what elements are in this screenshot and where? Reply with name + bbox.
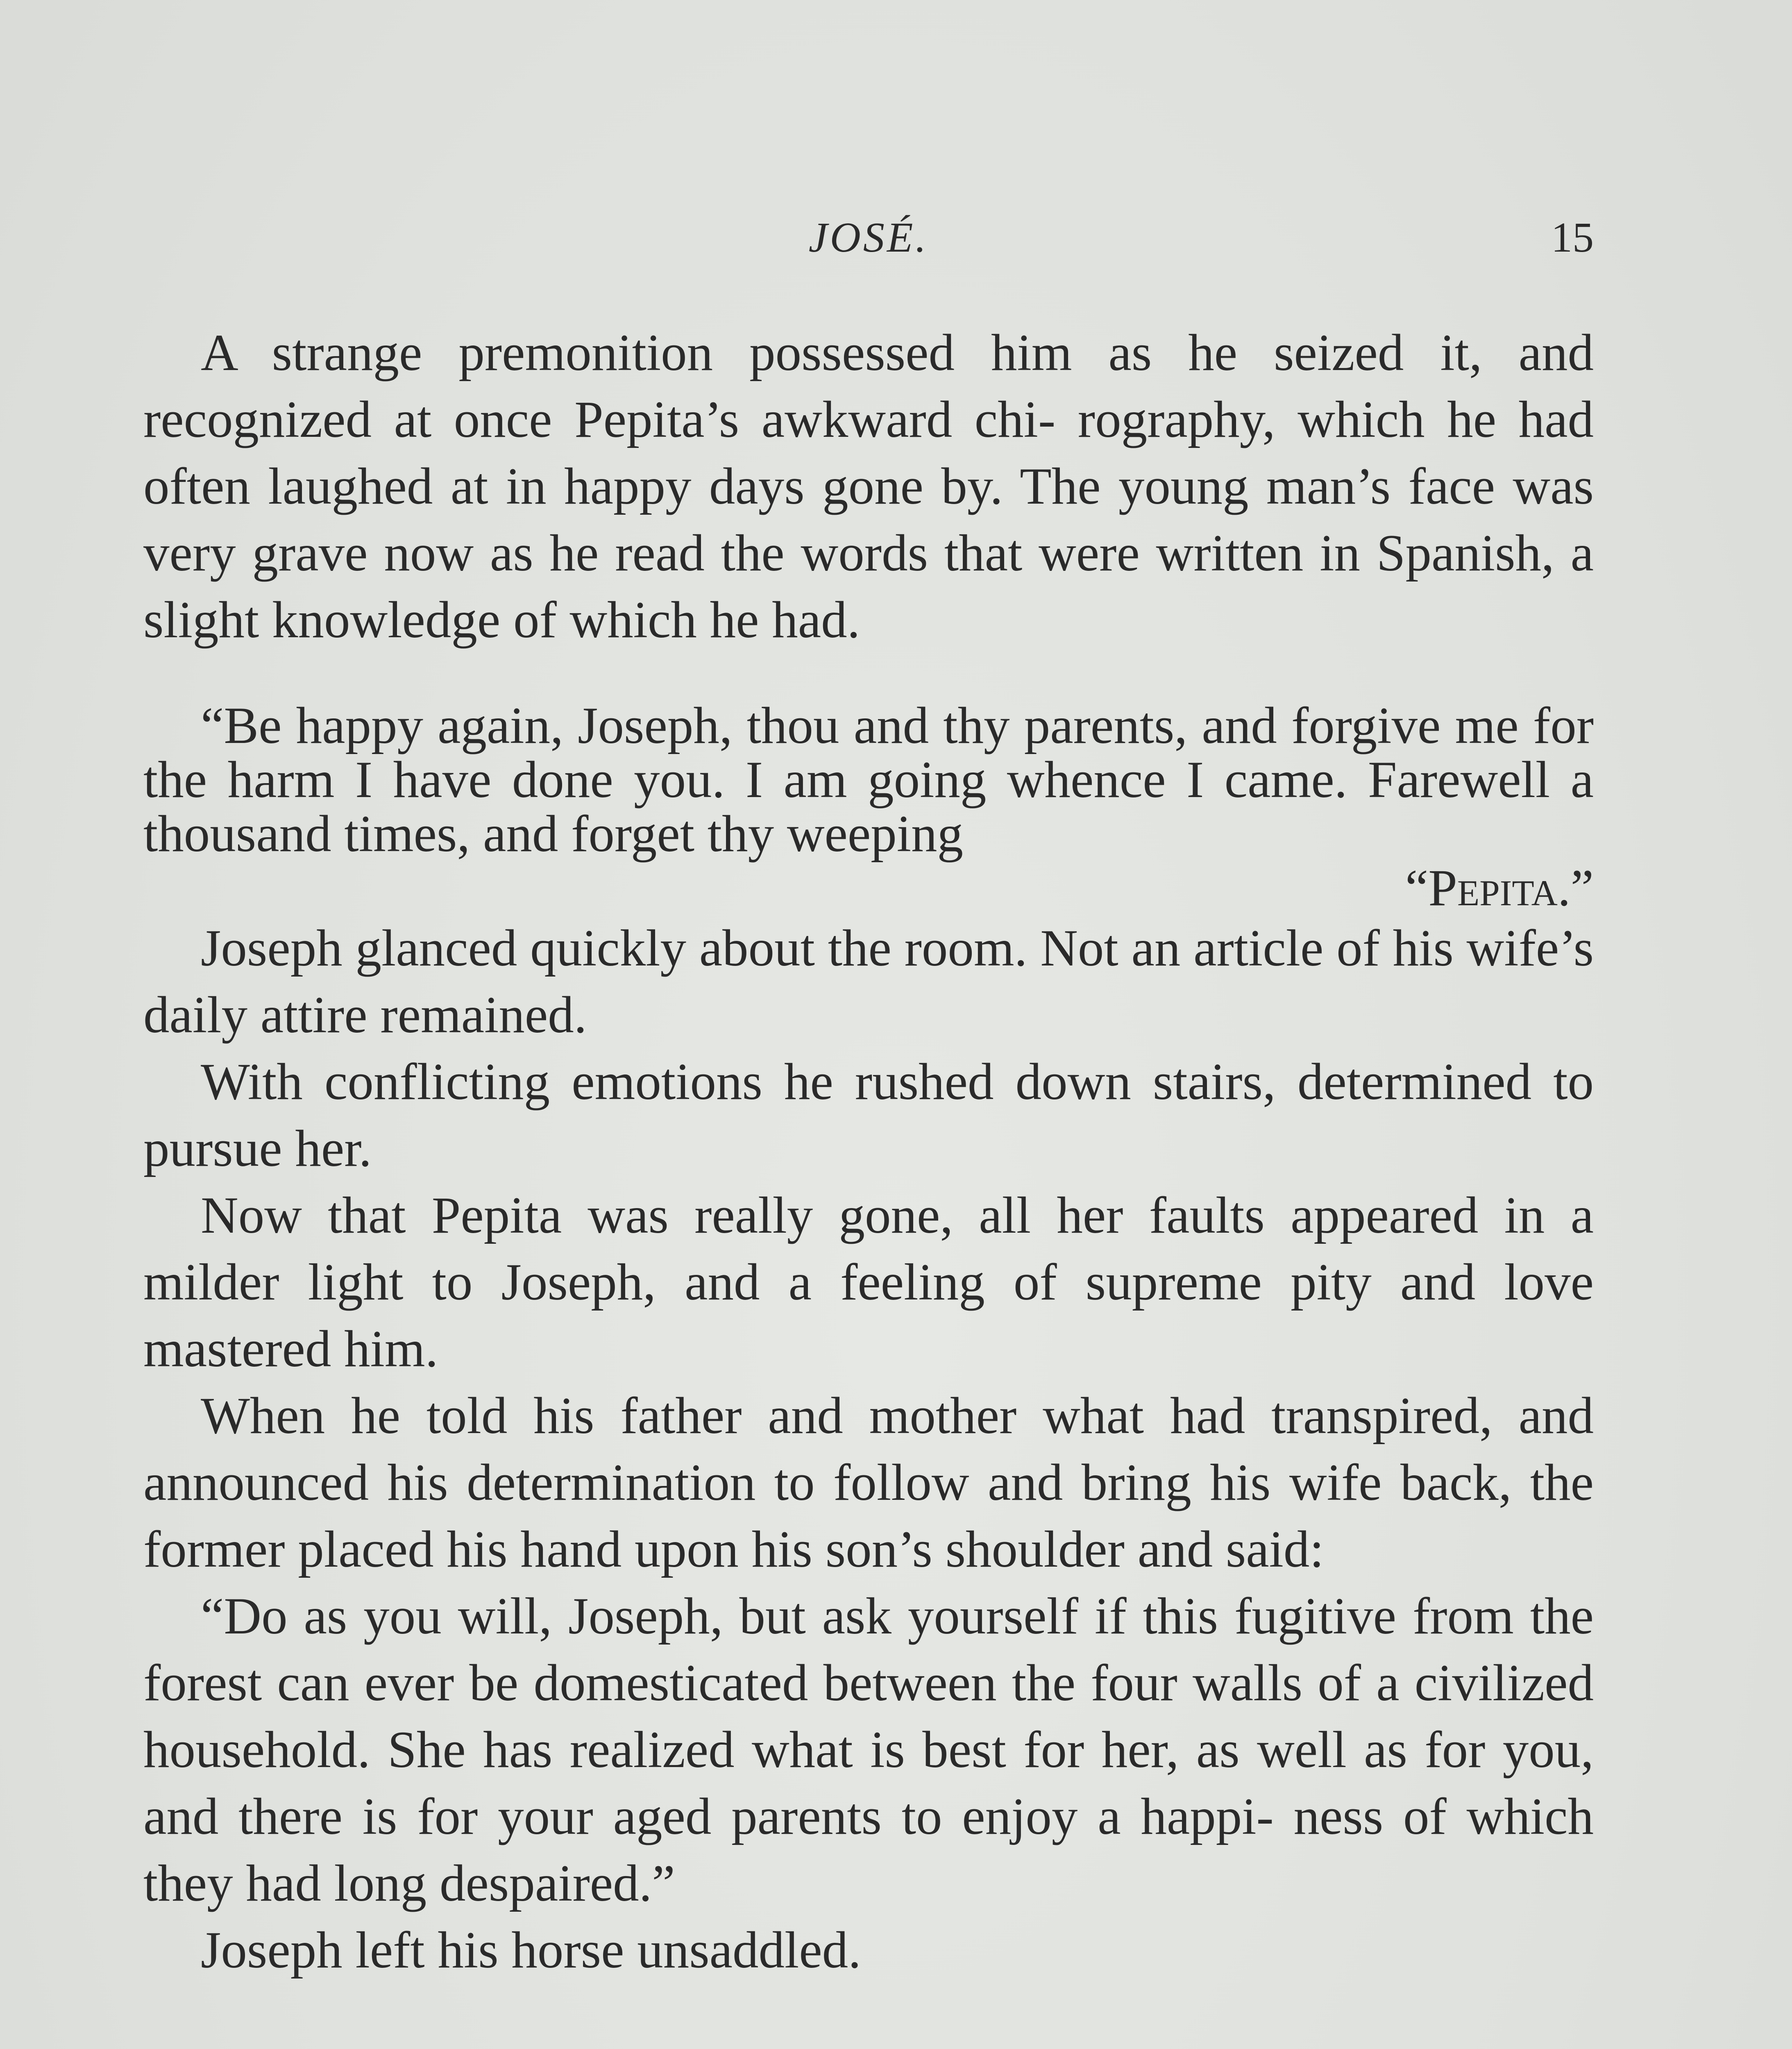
paragraph-premonition: A strange premonition possessed him as he seized it, and recognized at once Pepita’s awkward chi- rography, which he had often laughed at in happy days gone by. The young man’s face was very grave now as he read the words that were written in Spanish, a slight knowledge of which he had. — [143, 324, 1594, 649]
paragraph-father-speech: “Do as you will, Joseph, but ask yourself if this fugitive from the forest can ever be domesticated between the four walls of a civilized household. She has realized what is best for her, as well as for you, and there is for your aged parents to enjoy a happi- ness of which they had long despaired.” — [143, 1588, 1594, 1912]
page-number: 15 — [1551, 214, 1594, 261]
paragraph-father: When he told his father and mother what had transpired, and announced his determination to follow and bring his wife back, the former placed his hand upon his son’s shoulder and said: — [143, 1387, 1594, 1578]
paragraph-unsaddled: Joseph left his horse unsaddled. — [201, 1922, 861, 1979]
running-title: JOSÉ. — [808, 214, 929, 261]
letter-signature: “Pepita.” — [1405, 859, 1594, 917]
body-text — [143, 320, 1594, 1984]
paragraph-glanced: Joseph glanced quickly about the room. Not an article of his wife’s daily attire remained. — [143, 920, 1594, 1044]
paragraph-rushed: With conflicting emotions he rushed down stairs, determined to pursue her. — [143, 1053, 1594, 1177]
letter-text: “Be happy again, Joseph, thou and thy parents, and forgive me for the harm I have done you. I am going whence I came. Farewell a thousand times, and forget thy weeping — [143, 697, 1594, 863]
page-header — [143, 213, 1594, 279]
paragraph-milder-light: Now that Pepita was really gone, all her faults appeared in a milder light to Joseph, and a feeling of supreme pity and love mastered him. — [143, 1187, 1594, 1378]
